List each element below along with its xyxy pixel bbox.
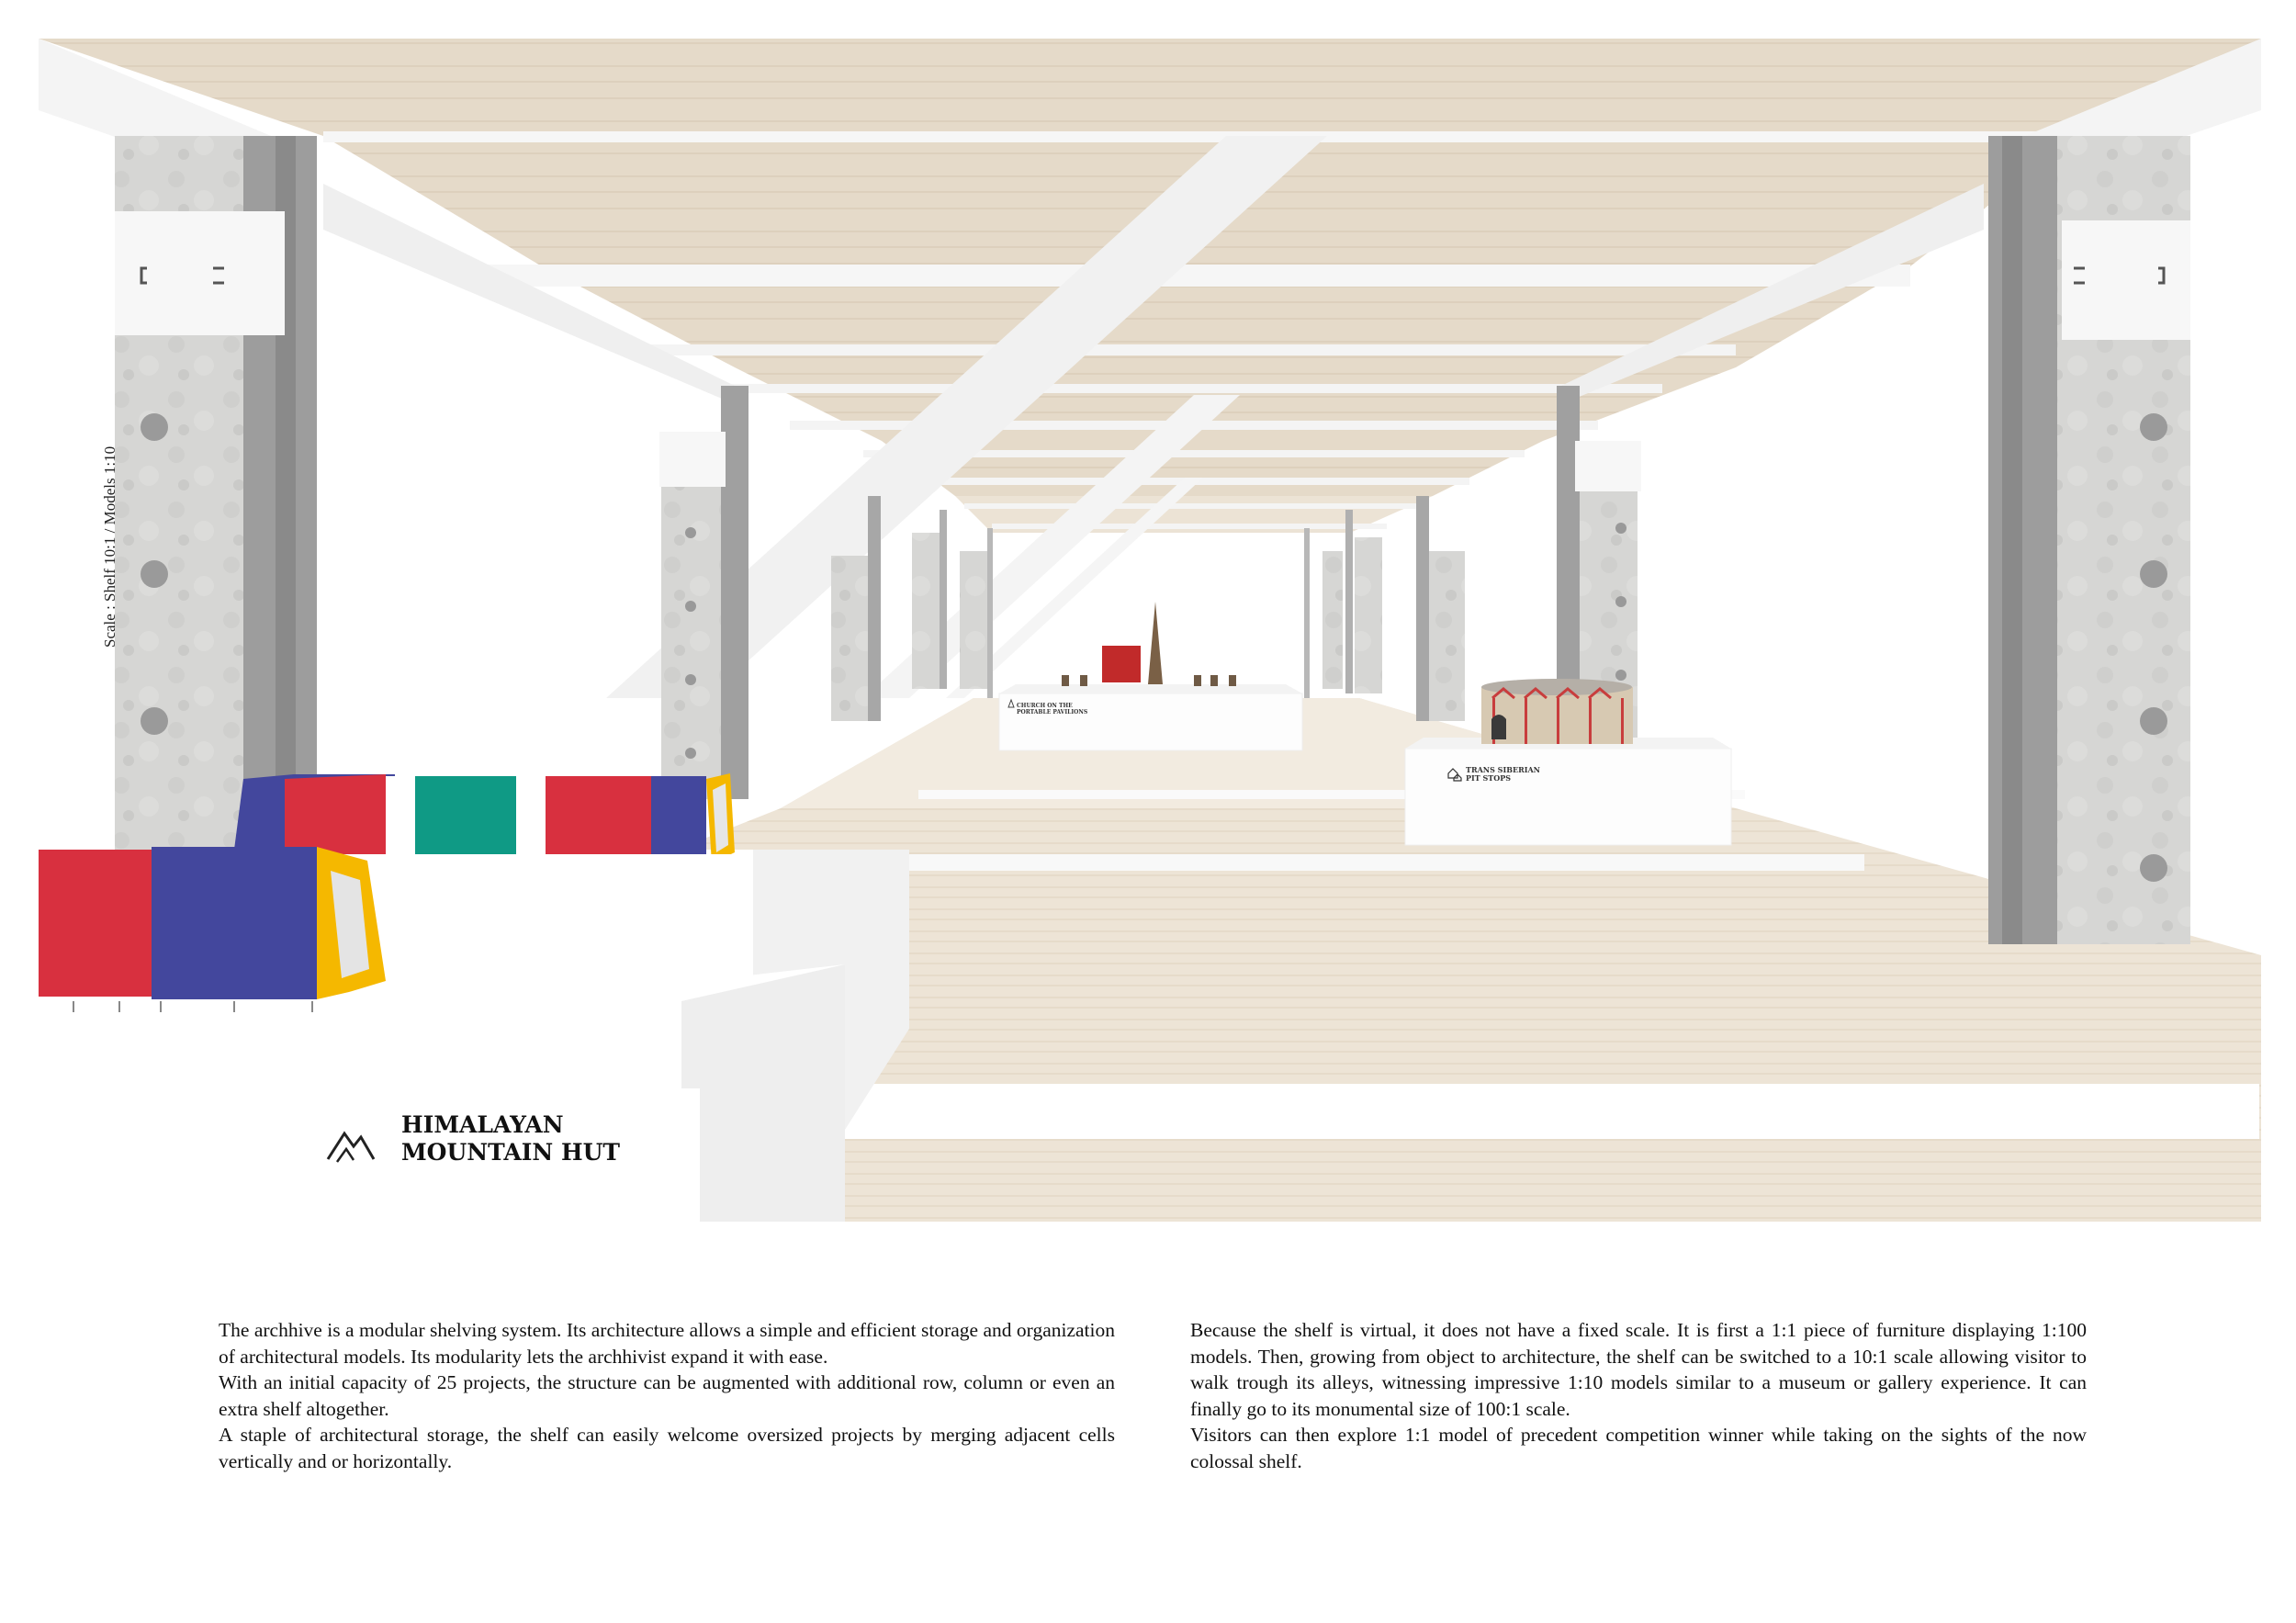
paragraph: The archhive is a modular shelving system. Its architecture allows a simple and efficient storage and organization of architectural models. Its modularity lets the archhivist expand it with ease. (219, 1319, 1115, 1368)
paragraph: Because the shelf is virtual, it does not have a fixed scale. It is first a 1:1 piece of furniture displaying 1:100 models. Then, growing from object to architecture, the shelf can be switched to a 10:1 scale allowing visitor to walk trough its alleys, witnessing impressive 1:10 models similar to a museum or gallery experience. It can finally go to its monumental size of 100:1 scale. (1190, 1319, 2087, 1420)
himalayan-label (401, 1111, 620, 1167)
right-column (1988, 136, 2190, 944)
description-right (1190, 1317, 2087, 1474)
paragraph: Visitors can then explore 1:1 model of precedent competition winner while taking on the sights of the now colossal shelf. (1190, 1424, 2087, 1472)
center-exhibit-label (1017, 703, 1087, 716)
paragraph: A staple of architectural storage, the shelf can easily welcome oversized projects by merging adjacent cells vertically and or horizontally. (219, 1424, 1115, 1472)
himalayan-label-line1: HIMALAYAN (401, 1111, 564, 1138)
paragraph: With an initial capacity of 25 projects, the structure can be augmented with additional row, column or even an extra shelf altogether. (219, 1371, 1115, 1420)
trans-siberian-label (1466, 766, 1540, 783)
trans-siberian-label-line2: PIT STOPS (1466, 773, 1511, 783)
himalayan-label-line2: MOUNTAIN HUT (401, 1139, 621, 1166)
scale-note: Scale : Shelf 10:1 / Models 1:10 (101, 445, 118, 648)
trans-siberian-label-line1: TRANS SIBERIAN (1466, 765, 1540, 774)
description-left (219, 1317, 1115, 1474)
center-exhibit-label-line1: CHURCH ON THE (1017, 703, 1073, 709)
center-exhibit-label-line2: PORTABLE PAVILIONS (1017, 709, 1088, 716)
